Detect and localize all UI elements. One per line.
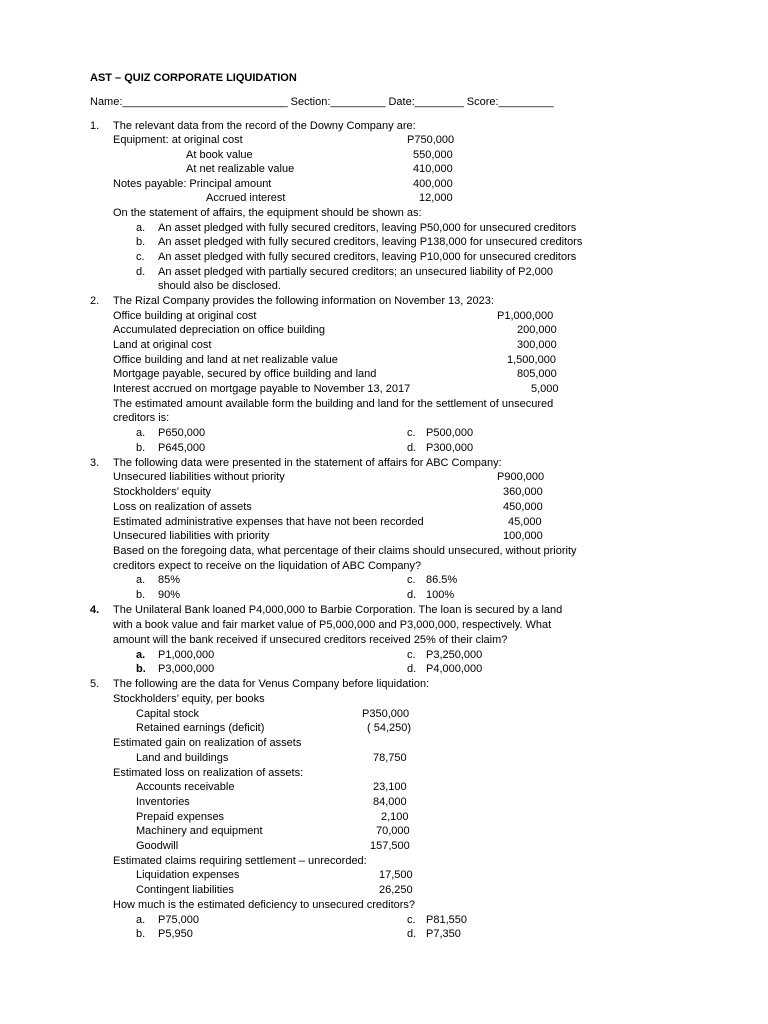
q1-row-value: 400,000: [413, 178, 453, 190]
choice-letter: d.: [136, 266, 146, 278]
choice-text[interactable]: An asset pledged with partially secured creditors; an unsecured liability of P2,000: [158, 266, 554, 278]
q5-row-label: Contingent liabilities: [136, 884, 234, 896]
choice-text[interactable]: P3,000,000: [158, 663, 215, 675]
choice-text[interactable]: P645,000: [158, 442, 206, 454]
choice-letter: b.: [136, 236, 146, 248]
choice-text[interactable]: P300,000: [426, 442, 474, 454]
q3-question: creditors expect to receive on the liquidation of ABC Company?: [113, 560, 422, 572]
q5-row-value: 84,000: [373, 796, 407, 808]
choice-text[interactable]: P650,000: [158, 427, 206, 439]
choice-text[interactable]: P5,950: [158, 928, 193, 940]
q2-question: The estimated amount available form the building and land for the settlement of unsecured: [113, 398, 554, 410]
choice-letter: a.: [136, 427, 146, 439]
q1-number: 1.: [90, 120, 100, 132]
choice-text[interactable]: An asset pledged with fully secured creditors, leaving P10,000 for unsecured creditors: [158, 251, 577, 263]
q5-row-label: Accounts receivable: [136, 781, 235, 793]
q3-row-value: 100,000: [503, 530, 543, 542]
q5-stem: The following are the data for Venus Company before liquidation:: [113, 678, 430, 690]
choice-letter: c.: [407, 649, 416, 661]
choice-letter: d.: [407, 589, 417, 601]
choice-text[interactable]: 90%: [158, 589, 181, 601]
choice-letter: b.: [136, 928, 146, 940]
q4-number: 4.: [90, 604, 100, 616]
choice-text[interactable]: An asset pledged with fully secured creditors, leaving P50,000 for unsecured creditors: [158, 222, 577, 234]
q5-section-heading: Stockholders’ equity, per books: [113, 693, 265, 705]
q2-row-label: Mortgage payable, secured by office building and land: [113, 368, 377, 380]
q5-row-value: 78,750: [373, 752, 407, 764]
q5-number: 5.: [90, 678, 100, 690]
q2-row-label: Office building and land at net realizable value: [113, 354, 338, 366]
choice-text[interactable]: 86.5%: [426, 574, 458, 586]
q1-row-label: Equipment: at original cost: [113, 134, 243, 146]
q2-row-label: Interest accrued on mortgage payable to November 13, 2017: [113, 383, 411, 395]
q5-row-label: Machinery and equipment: [136, 825, 263, 837]
q3-row-value: P900,000: [497, 471, 545, 483]
choice-letter: d.: [407, 928, 417, 940]
q1-stem: The relevant data from the record of the Downy Company are:: [113, 120, 416, 132]
q2-row-value: 5,000: [531, 383, 559, 395]
q1-row-value: 12,000: [419, 192, 453, 204]
q1-row-label: Notes payable: Principal amount: [113, 178, 272, 190]
choice-text[interactable]: 85%: [158, 574, 181, 586]
q3-row-label: Estimated administrative expenses that have not been recorded: [113, 516, 424, 528]
q4-stem: with a book value and fair market value of P5,000,000 and P3,000,000, respectively. What: [113, 619, 552, 631]
q1-row-value: 550,000: [413, 149, 453, 161]
choice-text-continued: should also be disclosed.: [158, 280, 281, 292]
choice-letter: a.: [136, 649, 146, 661]
choice-letter: b.: [136, 589, 146, 601]
q3-row-value: 450,000: [503, 501, 543, 513]
choice-text[interactable]: 100%: [426, 589, 455, 601]
q3-row-label: Loss on realization of assets: [113, 501, 252, 513]
choice-letter: a.: [136, 574, 146, 586]
q2-stem: The Rizal Company provides the following information on November 13, 2023:: [113, 295, 494, 307]
choice-letter: c.: [407, 574, 416, 586]
q5-row-label: Liquidation expenses: [136, 869, 240, 881]
q5-section-heading: Estimated loss on realization of assets:: [113, 767, 304, 779]
q1-row-label: At book value: [186, 149, 253, 161]
q1-row-value: P750,000: [407, 134, 455, 146]
q3-stem: The following data were presented in the statement of affairs for ABC Company:: [113, 457, 502, 469]
q1-row-value: 410,000: [413, 163, 453, 175]
q2-row-label: Land at original cost: [113, 339, 212, 351]
choice-text[interactable]: P7,350: [426, 928, 461, 940]
choice-text[interactable]: P500,000: [426, 427, 474, 439]
q2-row-value: P1,000,000: [497, 310, 554, 322]
q5-row-label: Retained earnings (deficit): [136, 722, 265, 734]
q3-number: 3.: [90, 457, 100, 469]
choice-letter: d.: [407, 663, 417, 675]
q3-row-label: Unsecured liabilities without priority: [113, 471, 285, 483]
q5-row-value: 70,000: [376, 825, 410, 837]
q5-section-heading: Estimated gain on realization of assets: [113, 737, 302, 749]
q5-row-label: Capital stock: [136, 708, 199, 720]
choice-text[interactable]: An asset pledged with fully secured creditors, leaving P138,000 for unsecured creditors: [158, 236, 583, 248]
quiz-title: AST – QUIZ CORPORATE LIQUIDATION: [90, 72, 297, 84]
q3-row-value: 45,000: [508, 516, 542, 528]
q5-row-label: Prepaid expenses: [136, 811, 225, 823]
q5-row-label: Goodwill: [136, 840, 179, 852]
q2-row-value: 300,000: [517, 339, 557, 351]
q5-question: How much is the estimated deficiency to unsecured creditors?: [113, 899, 416, 911]
q2-row-label: Accumulated depreciation on office building: [113, 324, 325, 336]
choice-text[interactable]: P3,250,000: [426, 649, 483, 661]
q2-row-label: Office building at original cost: [113, 310, 257, 322]
q3-row-label: Unsecured liabilities with priority: [113, 530, 270, 542]
choice-letter: c.: [407, 914, 416, 926]
q2-row-value: 805,000: [517, 368, 557, 380]
choice-text[interactable]: P4,000,000: [426, 663, 483, 675]
choice-letter: c.: [136, 251, 145, 263]
student-info-line: Name:___________________________ Section:_________ Date:________ Score:_________: [90, 96, 554, 108]
q1-row-label: At net realizable value: [186, 163, 295, 175]
q4-stem: The Unilateral Bank loaned P4,000,000 to Barbie Corporation. The loan is secured by a land: [113, 604, 563, 616]
q5-row-value: 2,100: [381, 811, 409, 823]
choice-letter: a.: [136, 222, 146, 234]
q1-question: On the statement of affairs, the equipment should be shown as:: [113, 207, 422, 219]
q4-stem: amount will the bank received if unsecured creditors received 25% of their claim?: [113, 634, 508, 646]
q5-row-value: 23,100: [373, 781, 407, 793]
q2-question: creditors is:: [113, 412, 170, 424]
choice-letter: b.: [136, 442, 146, 454]
q3-row-value: 360,000: [503, 486, 543, 498]
choice-letter: d.: [407, 442, 417, 454]
q1-row-label: Accrued interest: [206, 192, 286, 204]
q5-row-value: ( 54,250): [367, 722, 412, 734]
q2-row-value: 1,500,000: [507, 354, 556, 366]
choice-letter: c.: [407, 427, 416, 439]
q5-row-label: Inventories: [136, 796, 190, 808]
q3-question: Based on the foregoing data, what percentage of their claims should unsecured, without priority: [113, 545, 577, 557]
q3-row-label: Stockholders’ equity: [113, 486, 212, 498]
choice-text[interactable]: P81,550: [426, 914, 467, 926]
q5-row-label: Land and buildings: [136, 752, 229, 764]
q2-row-value: 200,000: [517, 324, 557, 336]
q5-row-value: 157,500: [370, 840, 410, 852]
choice-text[interactable]: P75,000: [158, 914, 199, 926]
q2-number: 2.: [90, 295, 100, 307]
choice-text[interactable]: P1,000,000: [158, 649, 215, 661]
q5-section-heading: Estimated claims requiring settlement – unrecorded:: [113, 855, 367, 867]
q5-row-value: 26,250: [379, 884, 413, 896]
choice-letter: a.: [136, 914, 146, 926]
q5-row-value: P350,000: [362, 708, 410, 720]
choice-letter: b.: [136, 663, 146, 675]
q5-row-value: 17,500: [379, 869, 413, 881]
